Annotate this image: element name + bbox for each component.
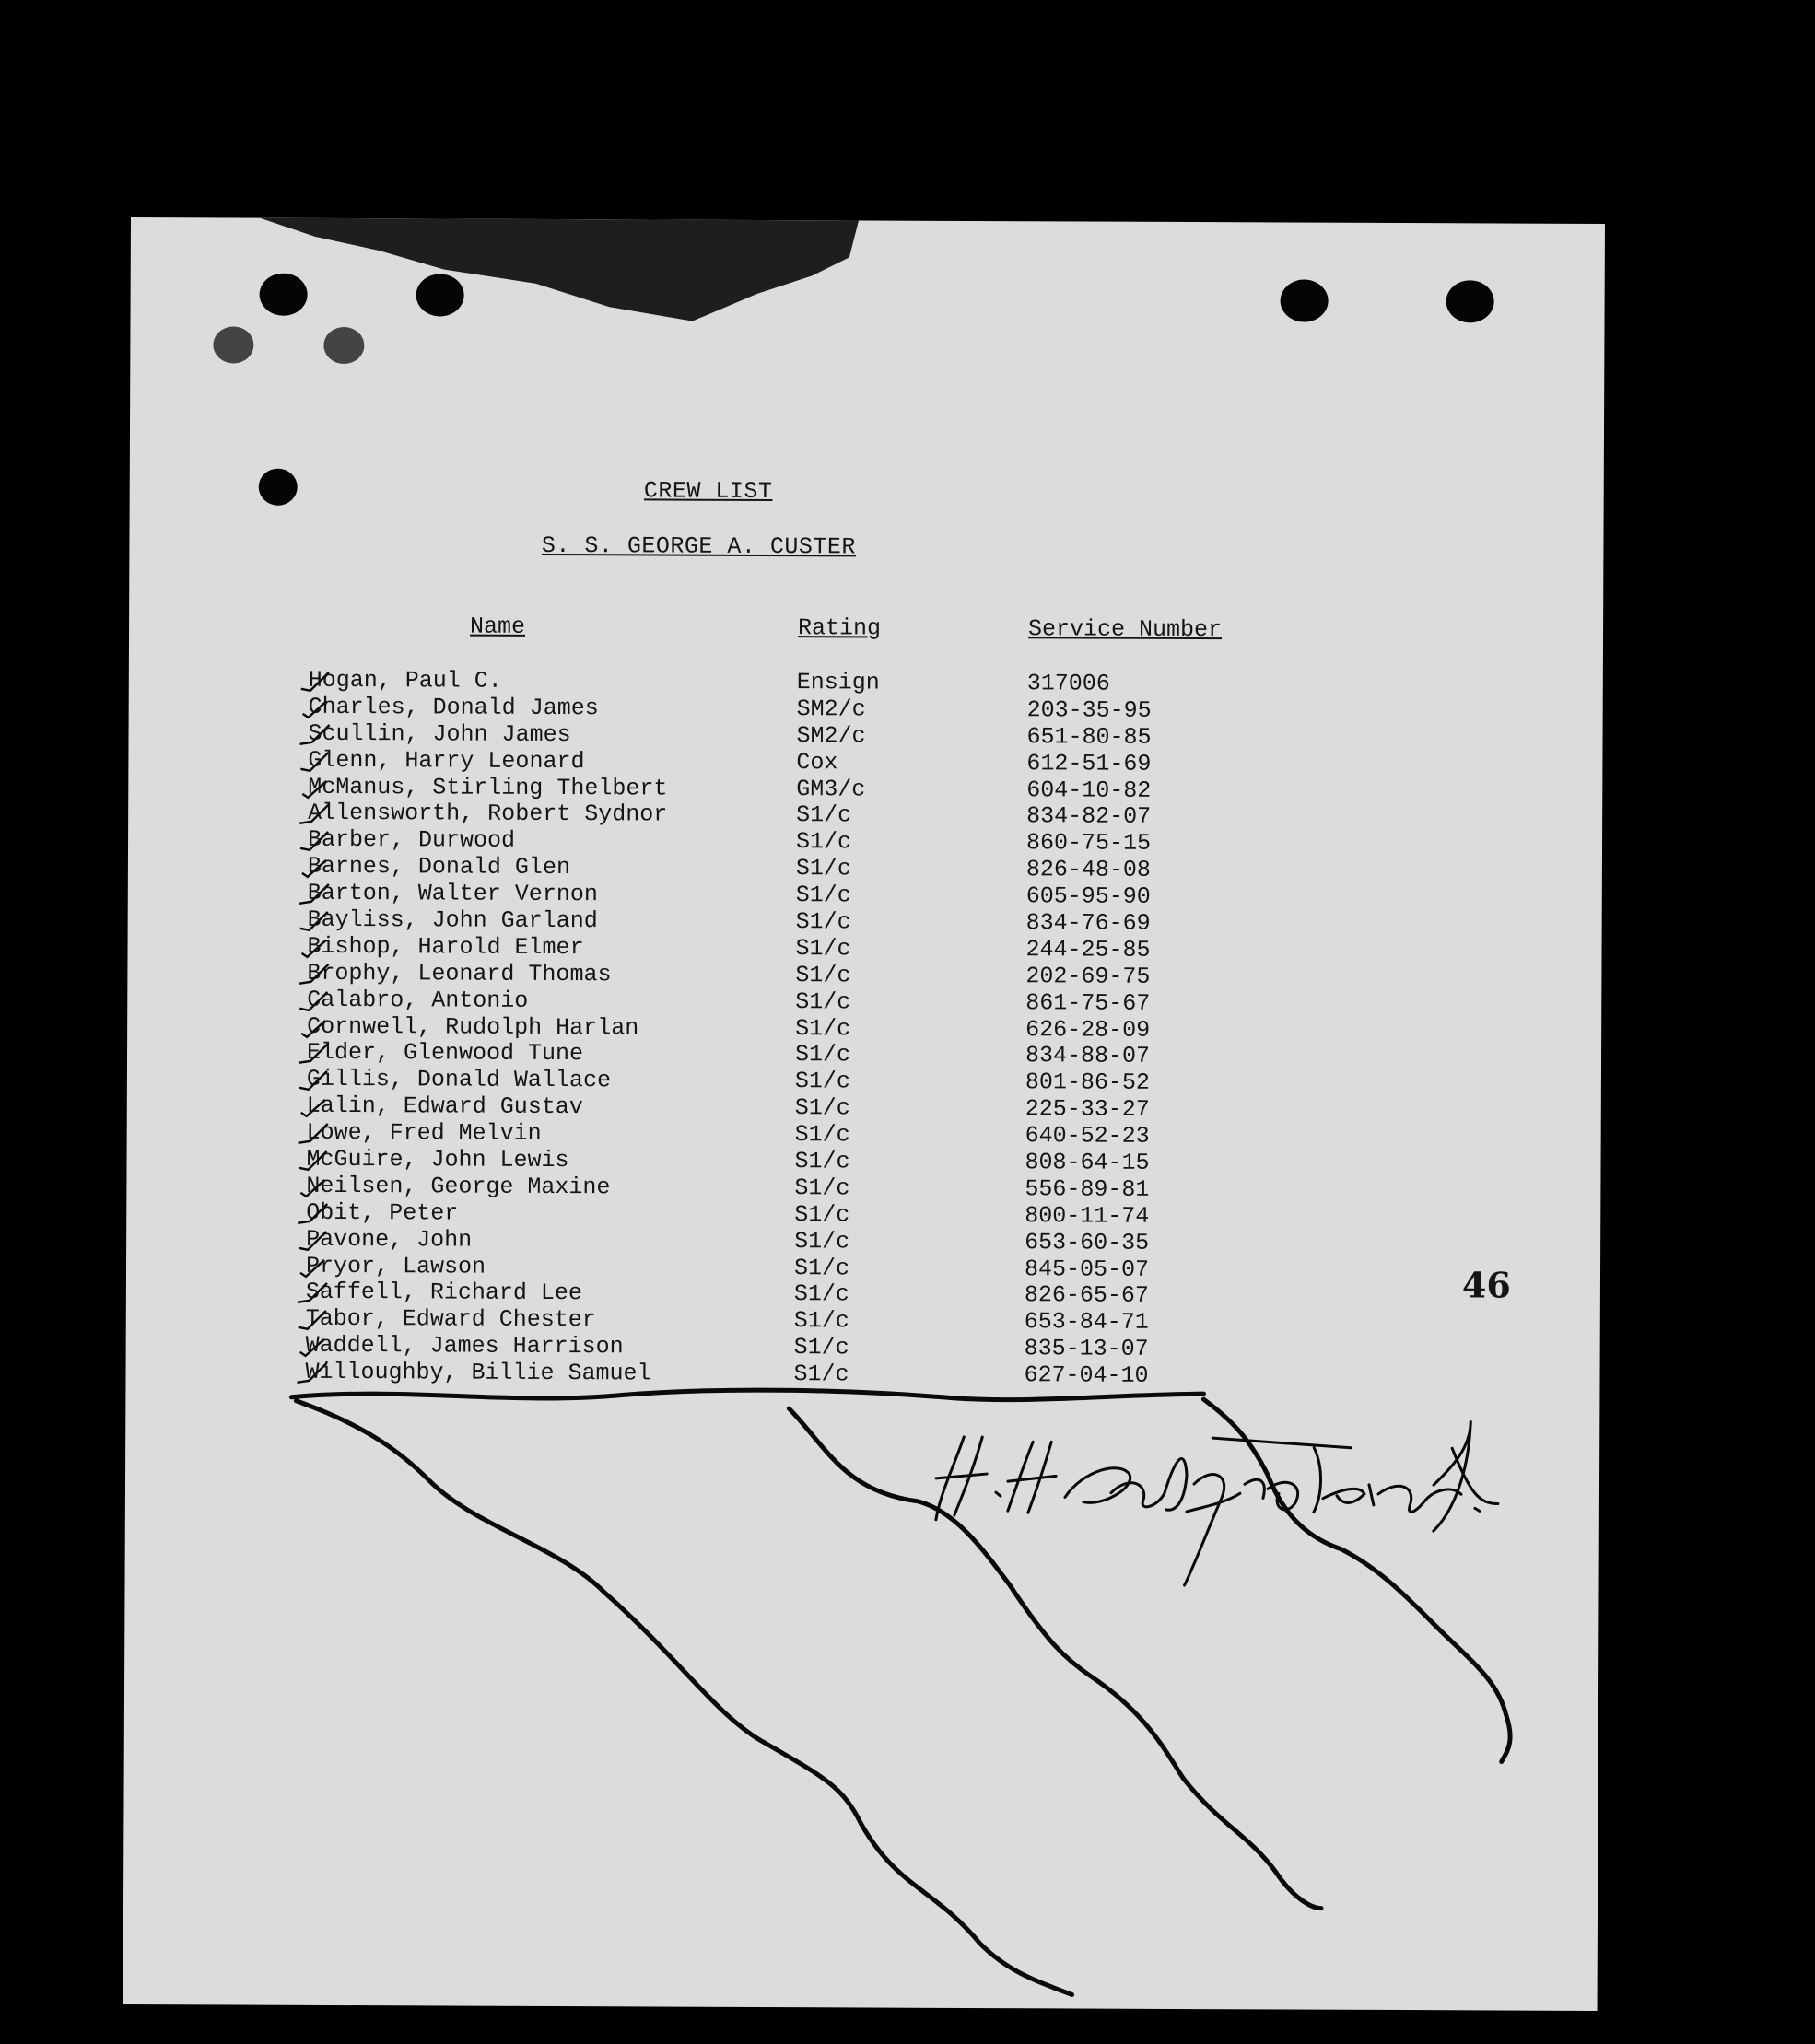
handwritten-markings — [123, 217, 1605, 2011]
crew-rating: S1/c — [795, 987, 851, 1016]
crew-service-number: 651-80-85 — [1026, 723, 1152, 751]
crew-service-number: 653-60-35 — [1025, 1228, 1150, 1256]
crew-name: Elder, Glenwood Tune — [306, 1039, 584, 1068]
crew-name: Glenn, Harry Leonard — [308, 746, 585, 775]
crew-name: Hogan, Paul C. — [308, 666, 502, 695]
scanned-page — [123, 217, 1605, 2011]
crew-service-number: 604-10-82 — [1026, 776, 1152, 804]
crew-service-number: 801-86-52 — [1025, 1069, 1151, 1097]
inspector-signature — [936, 1419, 1499, 1587]
crew-name: Charles, Donald James — [308, 693, 599, 722]
crew-rating: SM2/c — [796, 695, 866, 723]
crew-name: Barton, Walter Vernon — [307, 879, 598, 908]
crew-rating: SM2/c — [796, 721, 866, 750]
crew-name: Barber, Durwood — [307, 826, 516, 855]
crew-service-number: 605-95-90 — [1025, 882, 1151, 910]
crew-rating: S1/c — [795, 908, 851, 936]
page-number: 46 — [1461, 1264, 1511, 1306]
crew-name: Calabro, Antonio — [307, 986, 529, 1014]
crew-service-number: 244-25-85 — [1025, 936, 1151, 964]
crew-name: Barnes, Donald Glen — [307, 853, 571, 882]
crew-rating: S1/c — [794, 1174, 850, 1202]
crew-service-number: 834-82-07 — [1026, 802, 1152, 831]
crew-rating: S1/c — [794, 1200, 850, 1229]
crew-service-number: 640-52-23 — [1025, 1122, 1150, 1150]
crew-name: Lowe, Fred Melvin — [306, 1118, 542, 1148]
crew-rating: S1/c — [794, 1227, 850, 1256]
crew-service-number: 834-76-69 — [1025, 909, 1151, 937]
crew-service-number: 826-48-08 — [1025, 856, 1152, 884]
crew-service-number: 556-89-81 — [1025, 1175, 1150, 1203]
crew-rating: GM3/c — [796, 775, 866, 803]
crew-service-number: 626-28-09 — [1025, 1015, 1151, 1044]
crew-service-number: 800-11-74 — [1025, 1202, 1150, 1230]
cancellation-wave — [294, 1401, 1075, 1995]
crew-service-number: 826-65-67 — [1024, 1281, 1149, 1310]
crew-rating: S1/c — [794, 1148, 850, 1175]
crew-service-number: 834-88-07 — [1025, 1042, 1151, 1070]
crew-name: Pavone, John — [306, 1225, 473, 1254]
crew-rating: S1/c — [795, 882, 851, 909]
crew-rating: S1/c — [795, 935, 851, 963]
column-header-name: Name — [470, 613, 526, 640]
crew-service-number: 653-84-71 — [1024, 1308, 1149, 1337]
crew-rating: Cox — [796, 748, 838, 777]
crew-rating: S1/c — [794, 1041, 851, 1069]
crew-rating: S1/c — [793, 1334, 849, 1361]
closing-line — [291, 1388, 1203, 1401]
crew-name: Pryor, Lawson — [305, 1252, 486, 1280]
crew-rating: S1/c — [793, 1280, 849, 1308]
crew-name: McManus, Stirling Thelbert — [308, 773, 668, 802]
crew-name: Lalin, Edward Gustav — [306, 1092, 583, 1121]
crew-service-number: 202-69-75 — [1025, 963, 1151, 990]
column-header-rating: Rating — [797, 614, 882, 642]
crew-name: Bishop, Harold Elmer — [307, 932, 584, 962]
crew-name: Brophy, Leonard Thomas — [307, 959, 612, 988]
crew-name: Cornwell, Rudolph Harlan — [307, 1012, 639, 1041]
crew-rating: S1/c — [795, 1014, 851, 1042]
ship-name: S. S. GEORGE A. CUSTER — [541, 531, 857, 561]
crew-name: Scullin, John James — [308, 719, 571, 748]
crew-name: Obit, Peter — [306, 1198, 459, 1227]
crew-rating: S1/c — [795, 855, 852, 882]
crew-name: Gillis, Donald Wallace — [306, 1066, 612, 1094]
crew-rating: Ensign — [796, 669, 880, 696]
crew-service-number: 860-75-15 — [1025, 829, 1152, 858]
crew-rating: S1/c — [793, 1307, 849, 1335]
crew-rating: S1/c — [795, 961, 851, 989]
crew-service-number: 203-35-95 — [1026, 696, 1152, 724]
crew-rating: S1/c — [796, 801, 852, 829]
crew-name: Tabor, Edward Chester — [305, 1305, 596, 1334]
crew-name: Saffell, Richard Lee — [305, 1279, 583, 1307]
crew-service-number: 861-75-67 — [1025, 988, 1151, 1017]
crew-service-number: 835-13-07 — [1024, 1335, 1149, 1363]
crew-name: Waddell, James Harrison — [305, 1332, 624, 1361]
crew-service-number: 225-33-27 — [1025, 1095, 1150, 1124]
crew-rating: S1/c — [793, 1361, 849, 1388]
document-title: CREW LIST — [643, 477, 773, 506]
crew-service-number: 317006 — [1026, 670, 1110, 697]
crew-service-number: 612-51-69 — [1026, 749, 1152, 777]
crew-rating: S1/c — [794, 1094, 850, 1122]
cancellation-wave — [1202, 1399, 1512, 1761]
column-header-service-number: Service Number — [1027, 615, 1223, 644]
crew-service-number: 627-04-10 — [1024, 1361, 1149, 1389]
crew-name: Allensworth, Robert Sydnor — [308, 800, 668, 828]
crew-rating: S1/c — [795, 828, 852, 856]
crew-service-number: 845-05-07 — [1024, 1255, 1150, 1283]
crew-name: Bayliss, John Garland — [307, 905, 598, 935]
crew-name: McGuire, John Lewis — [306, 1145, 569, 1174]
crew-name: Neilsen, George Maxine — [306, 1172, 611, 1201]
crew-service-number: 808-64-15 — [1025, 1149, 1150, 1176]
crew-name: Willoughby, Billie Samuel — [305, 1358, 651, 1387]
crew-rating: S1/c — [794, 1121, 850, 1149]
crew-rating: S1/c — [794, 1068, 850, 1095]
crew-rating: S1/c — [793, 1254, 850, 1282]
